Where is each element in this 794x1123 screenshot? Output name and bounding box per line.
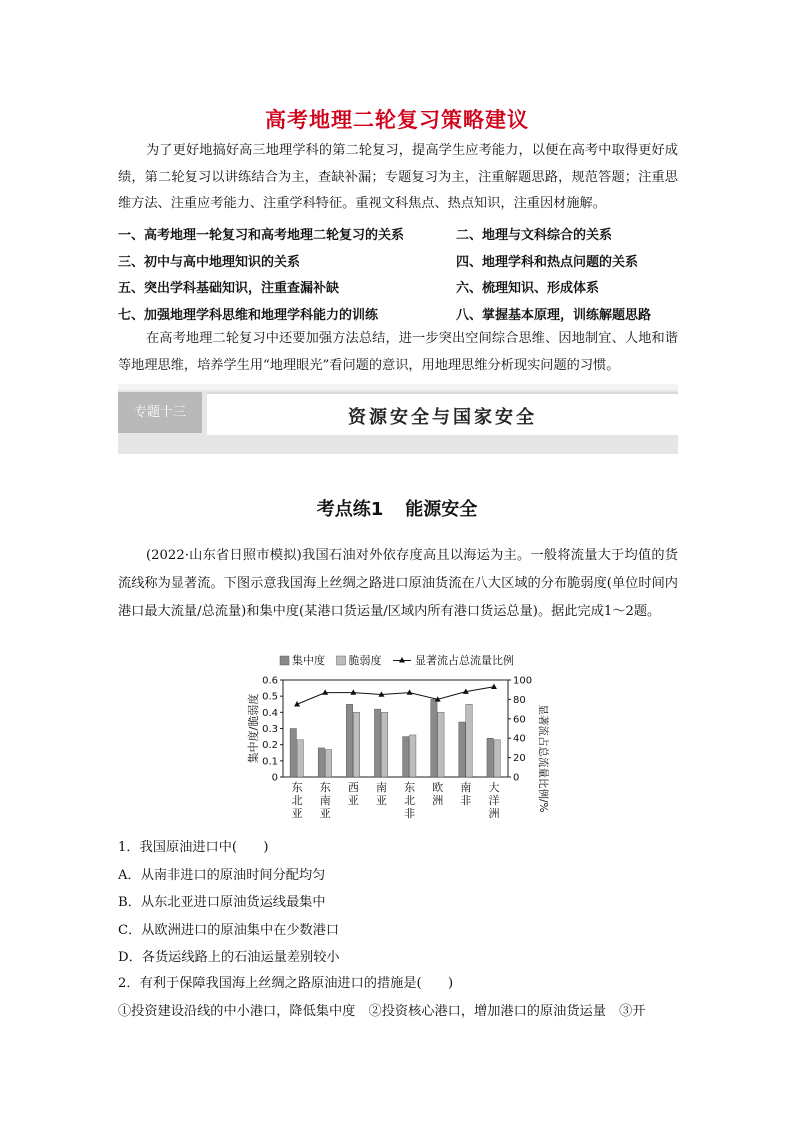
section-title: 能源安全	[405, 499, 478, 520]
category-label-char: 东	[291, 781, 303, 794]
option-b: B．从东北亚进口原油货运线最集中	[118, 895, 326, 910]
category-label-char: 北	[291, 794, 303, 807]
left-tick-label: 0.6	[262, 675, 278, 687]
category-label-char: 欧	[432, 781, 444, 794]
outline-item: 二、地理与文科综合的关系	[456, 227, 613, 243]
option-c: C．从欧洲进口的原油集中在少数港口	[118, 922, 340, 938]
left-axis-title: 集中度/脆弱度	[247, 693, 260, 764]
category-label-char: 非	[404, 807, 416, 820]
section-label: 考点练1	[316, 499, 384, 520]
right-tick-label: 40	[513, 733, 526, 745]
legend-label: 显著流占总流量比例	[415, 654, 514, 667]
line-marker	[491, 684, 497, 689]
intro-paragraph: 为了更好地搞好高三地理学科的第二轮复习，提高学生应考能力，以便在高考中取得更好成绩，第二轮复习以讲练结合为主，查缺补漏；专题复习为主，注重解题思路，规范答题；注重思维方法、注重应考能力、注重学科特征。重视文科焦点、热点知识，注重因材施解。	[118, 143, 678, 211]
category-label-char: 北	[404, 794, 416, 807]
topic-banner	[118, 384, 678, 454]
bar-脆弱度	[438, 712, 444, 777]
bar-脆弱度	[410, 735, 416, 777]
bar-脆弱度	[297, 740, 303, 777]
line-marker	[322, 689, 328, 694]
bar-脆弱度	[325, 750, 331, 777]
category-label-char: 西	[347, 781, 359, 794]
category-label-char: 亚	[347, 794, 359, 807]
category-label-char: 亚	[319, 807, 331, 820]
category-label-char: 东	[319, 781, 331, 794]
left-tick-label: 0.5	[262, 691, 278, 703]
outline-row	[118, 247, 678, 274]
category-label-char: 南	[375, 781, 387, 794]
bar-集中度	[431, 699, 437, 777]
left-tick-label: 0.3	[262, 724, 278, 735]
page-title: 高考地理二轮复习策略建议	[265, 108, 529, 132]
right-tick-label: 100	[513, 675, 533, 687]
category-label-char: 南	[460, 781, 472, 794]
legend-marker	[399, 657, 405, 663]
legend-swatch	[280, 656, 289, 665]
right-axis-title: 显著流占总流量比例/%	[537, 704, 549, 813]
left-tick-label: 0.2	[262, 740, 278, 752]
outline-item: 一、高考地理一轮复习和高考地理二轮复习的关系	[118, 227, 405, 243]
outline-row	[118, 300, 678, 327]
line-marker	[350, 689, 356, 694]
option-a: A．从南非进口的原油时间分配均匀	[118, 867, 326, 883]
outline-item: 八、掌握基本原理，训练解题思路	[456, 308, 652, 324]
bar-集中度	[403, 737, 409, 777]
bar-集中度	[290, 729, 296, 778]
bar-集中度	[346, 704, 352, 777]
left-tick-label: 0.1	[262, 756, 278, 768]
section-heading	[0, 495, 794, 521]
legend-label: 集中度	[292, 654, 325, 667]
left-tick-label: 0	[271, 772, 278, 784]
category-label-char: 洲	[488, 807, 500, 820]
category-label-char: 洋	[488, 794, 500, 807]
category-label-char: 大	[488, 781, 500, 794]
topic-title-bar	[207, 392, 678, 435]
category-label-char: 东	[404, 781, 416, 794]
outline-item: 四、地理学科和热点问题的关系	[456, 254, 639, 270]
legend-swatch	[337, 656, 346, 665]
bar-集中度	[459, 722, 465, 777]
bar-集中度	[318, 748, 324, 777]
topic-tag: 专题十三	[118, 392, 202, 433]
legend-label: 脆弱度	[348, 654, 382, 667]
outline-item: 六、梳理知识、形成体系	[456, 281, 600, 297]
question-stem: 1．我国原油进口中( )	[118, 840, 269, 855]
outline-item: 五、突出学科基础知识，注重查漏补缺	[118, 281, 340, 297]
category-label-char: 洲	[432, 794, 444, 807]
strategy-outline	[118, 220, 678, 327]
right-tick-label: 20	[513, 753, 526, 765]
category-label-char: 亚	[375, 794, 387, 807]
outro-paragraph: 在高考地理二轮复习中还要加强方法总结，进一步突出空间综合思维、因地制宜、人地和谐等地理思维，培养学生用“地理眼光”看问题的意识，用地理思维分析现实问题的习惯。	[118, 331, 678, 373]
question-stem: 2．有利于保障我国海上丝绸之路原油进口的措施是( )	[118, 976, 454, 991]
question-1	[118, 834, 683, 972]
question-2	[118, 970, 683, 1025]
line-marker	[407, 689, 413, 694]
right-tick-label: 80	[513, 694, 526, 706]
bar-脆弱度	[494, 740, 500, 777]
crude-oil-flow-chart	[240, 652, 560, 827]
bar-集中度	[374, 709, 380, 777]
bar-脆弱度	[353, 712, 359, 777]
option-d: D．各货运线路上的石油运量差别较小	[118, 950, 340, 965]
bar-脆弱度	[381, 712, 387, 777]
outline-item: 三、初中与高中地理知识的关系	[118, 254, 301, 270]
banner-strip	[118, 384, 678, 390]
line-显著流占总流量比例	[297, 687, 494, 704]
left-tick-label: 0.4	[262, 707, 278, 719]
right-tick-label: 0	[513, 772, 520, 784]
category-label-char: 南	[319, 794, 331, 807]
bar-脆弱度	[466, 704, 472, 777]
outline-row	[118, 220, 678, 247]
option-1-3: ①投资建设沿线的中小港口，降低集中度 ②投资核心港口，增加港口的原油货运量 ③开	[118, 1003, 646, 1019]
topic-title: 资源安全与国家安全	[348, 407, 537, 428]
outline-item: 七、加强地理学科思维和地理学科能力的训练	[118, 308, 379, 324]
problem-stem: (2022·山东省日照市模拟)我国石油对外依存度高且以海运为主。一般将流量大于均值的货流线称为显著流。下图示意我国海上丝绸之路进口原油货流在八大区域的分布脆弱度(单位时间内港口最大流量/总流量)和集中度(某港口货运量/区域内所有港口货运总量)。据此完成1～2题。	[118, 548, 678, 619]
category-label-char: 非	[460, 794, 472, 807]
outline-row	[118, 274, 678, 301]
bar-集中度	[487, 738, 493, 777]
category-label-char: 亚	[291, 807, 303, 820]
right-tick-label: 60	[513, 714, 526, 726]
